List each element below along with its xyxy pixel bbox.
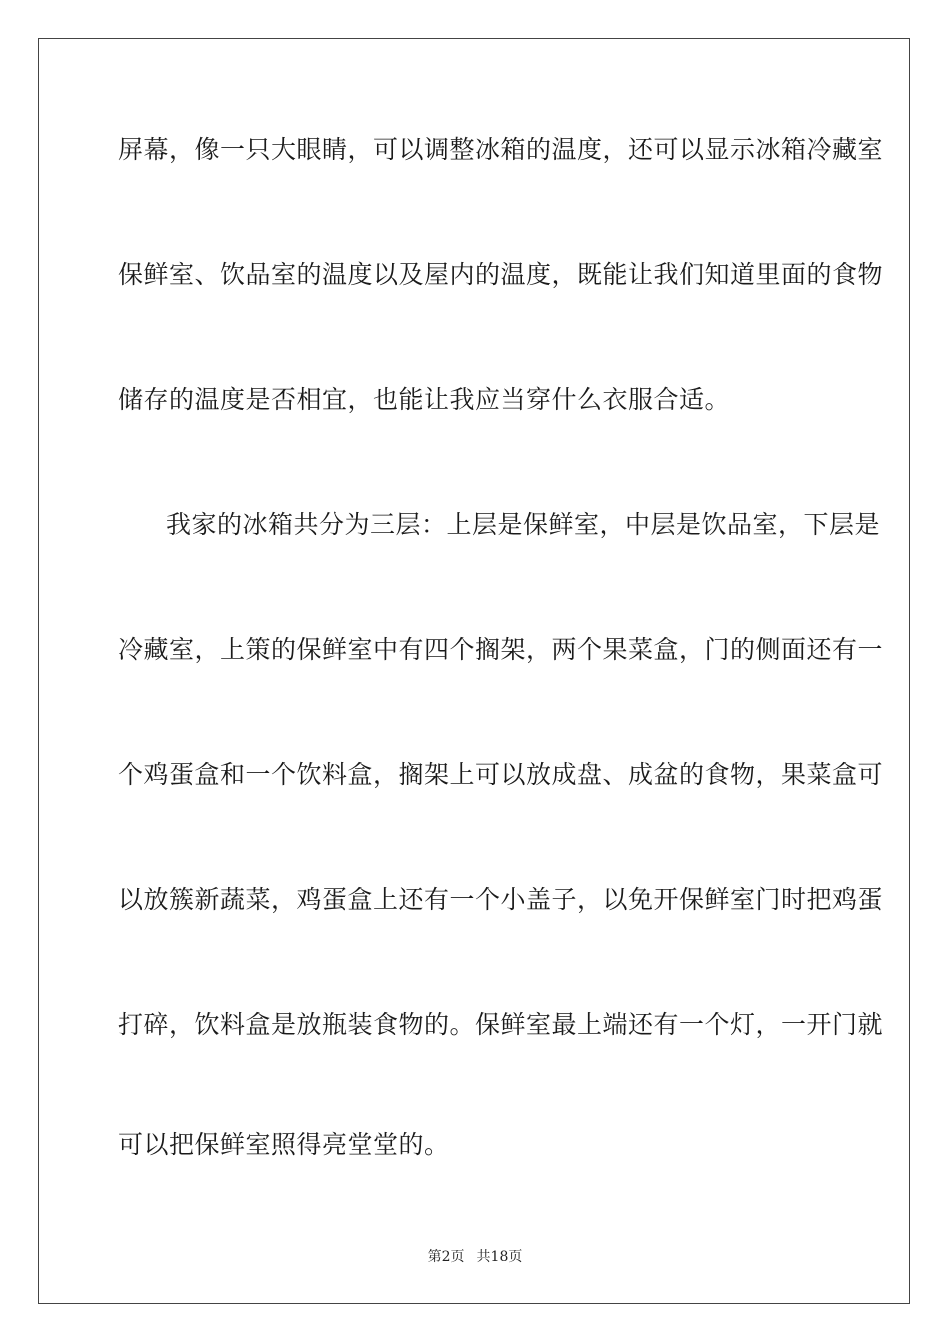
page-border bbox=[38, 38, 910, 1304]
body-text-line: 以放簇新蔬菜，鸡蛋盒上还有一个小盖子，以免开保鲜室门时把鸡蛋 bbox=[118, 885, 884, 914]
page-total: 共18页 bbox=[476, 1249, 523, 1265]
body-text-line: 屏幕，像一只大眼睛，可以调整冰箱的温度，还可以显示冰箱冷藏室 bbox=[118, 135, 884, 164]
body-text-line: 个鸡蛋盒和一个饮料盒，搁架上可以放成盘、成盆的食物，果菜盒可 bbox=[118, 760, 884, 789]
paragraph-start-line: 我家的冰箱共分为三层：上层是保鲜室，中层是饮品室，下层是 bbox=[166, 510, 881, 539]
page-footer bbox=[0, 1248, 950, 1266]
body-text-line: 可以把保鲜室照得亮堂堂的。 bbox=[118, 1130, 450, 1159]
page-number: 第2页 bbox=[427, 1249, 465, 1265]
body-text-line: 保鲜室、饮品室的温度以及屋内的温度，既能让我们知道里面的食物 bbox=[118, 260, 884, 289]
body-text-line: 打碎，饮料盒是放瓶装食物的。保鲜室最上端还有一个灯，一开门就 bbox=[118, 1010, 884, 1039]
body-text-line: 储存的温度是否相宜，也能让我应当穿什么衣服合适。 bbox=[118, 385, 731, 414]
body-text-line: 冷藏室，上策的保鲜室中有四个搁架，两个果菜盒，门的侧面还有一 bbox=[118, 635, 884, 664]
